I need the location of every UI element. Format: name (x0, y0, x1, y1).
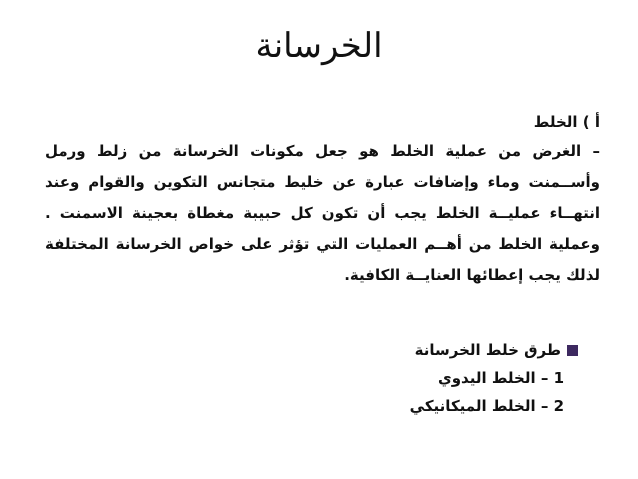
square-bullet-icon (567, 345, 578, 356)
section-paragraph: – الغرض من عملية الخلط هو جعل مكونات الخرسانة من زلط ورمل وأســمنت وماء وإضافات عبارة عن خليط متجانس التكوين والقوام وعند انتهــاء عمليــة الخلط يجب أن تكون كل حبيبة مغطاة بعجينة الاسمنت . وعملية الخلط من أهــم العمليات التي تؤثر على خواص الخرسانة المختلفة لذلك يجب إعطائها العنايــة الكافية. (45, 142, 600, 284)
method-item-manual: 1 – الخلط اليدوي (437, 369, 564, 387)
mixing-methods (338, 336, 578, 420)
content-section (45, 110, 600, 291)
methods-title: طرق خلط الخرسانة (414, 341, 561, 359)
method-item-mechanical: 2 – الخلط الميكانيكي (409, 397, 564, 415)
slide-title: الخرسانة (255, 26, 383, 66)
section-heading: أ ) الخلط (533, 113, 600, 131)
methods-title-row (338, 336, 578, 364)
